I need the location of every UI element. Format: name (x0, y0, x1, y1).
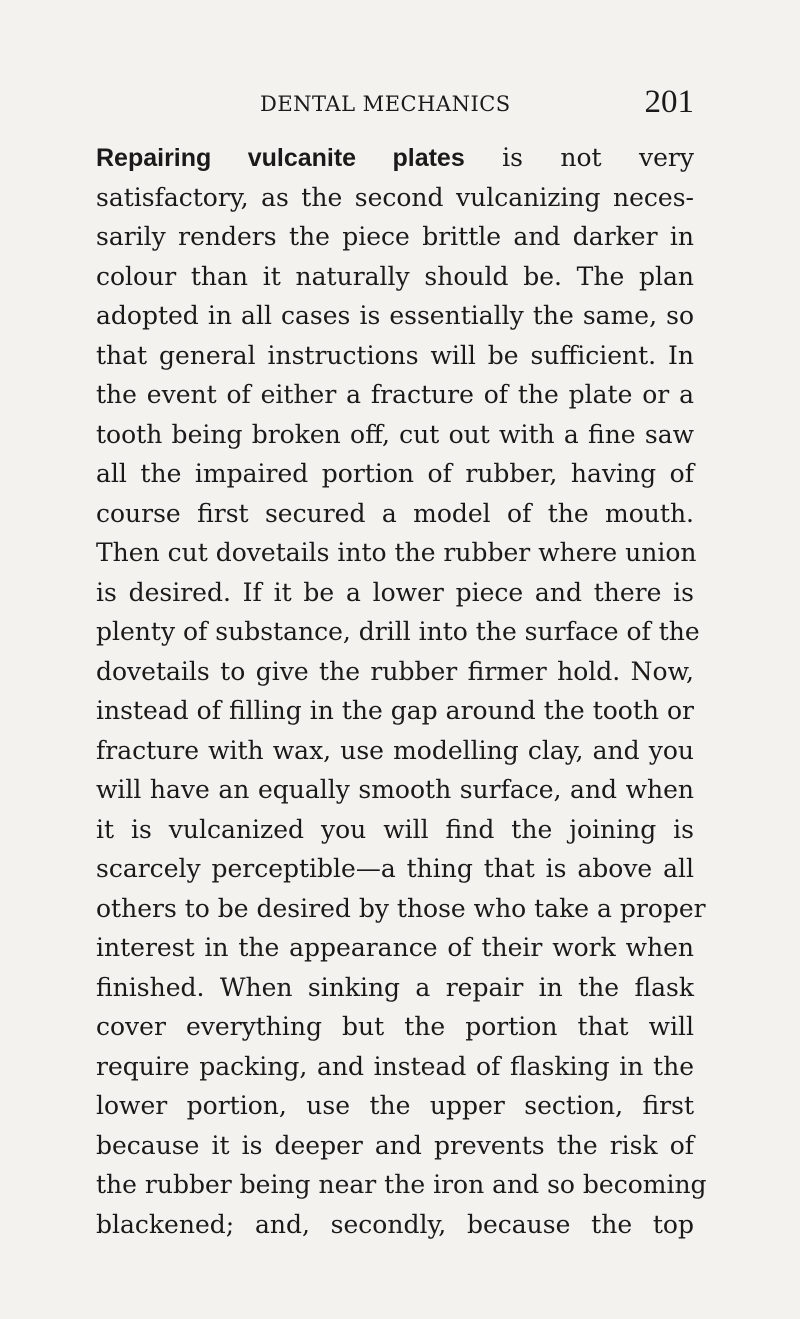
text-line: interest in the appearance of their work when (96, 933, 694, 962)
body-text (96, 138, 707, 1244)
text-line: because it is deeper and prevents the risk of (96, 1130, 694, 1160)
text-line: Then cut dovetails into the rubber where union (96, 538, 697, 567)
text-line: lower portion, use the upper section, first (96, 1091, 694, 1120)
running-head (96, 84, 694, 124)
text-line: course first secured a model of the mouth. (96, 498, 694, 528)
text-line: will have an equally smooth surface, and when (96, 775, 694, 804)
text-line: finished. When sinking a repair in the flask (96, 972, 694, 1002)
text-line: require packing, and instead of flasking in the (96, 1051, 694, 1081)
text-line: instead of filling in the gap around the tooth or (96, 696, 694, 725)
text-line: all the impaired portion of rubber, having of (96, 459, 694, 488)
text-line: it is vulcanized you will find the joining is (96, 814, 694, 844)
text-line: plenty of substance, drill into the surface of the (96, 617, 700, 646)
text-line: adopted in all cases is essentially the same, so (96, 301, 694, 330)
running-title: DENTAL MECHANICS (260, 92, 511, 116)
lead-in-heading: Repairing vulcanite plates (96, 144, 465, 172)
text-line: that general instructions will be sufficient. In (96, 340, 694, 370)
text-line: fracture with wax, use modelling clay, and you (96, 735, 694, 765)
text-line (96, 138, 694, 178)
text-line: the event of either a fracture of the plate or a (96, 380, 694, 409)
text-line: tooth being broken off, cut out with a fine saw (96, 419, 694, 449)
text-line: satisfactory, as the second vulcanizing neces- (96, 182, 694, 212)
text-line: dovetails to give the rubber firmer hold. Now, (96, 656, 694, 686)
text-line: the rubber being near the iron and so becoming (96, 1170, 707, 1199)
text-line: cover everything but the portion that will (96, 1012, 694, 1041)
text-line: blackened; and, secondly, because the top (96, 1209, 694, 1239)
first-line-rest: is not very (464, 143, 694, 172)
text-line: others to be desired by those who take a proper (96, 893, 706, 923)
text-line: scarcely perceptible—a thing that is above all (96, 854, 694, 883)
text-line: is desired. If it be a lower piece and there is (96, 577, 694, 607)
text-line: sarily renders the piece brittle and darker in (96, 222, 694, 251)
page-number: 201 (644, 84, 694, 120)
text-line: colour than it naturally should be. The plan (96, 261, 694, 291)
